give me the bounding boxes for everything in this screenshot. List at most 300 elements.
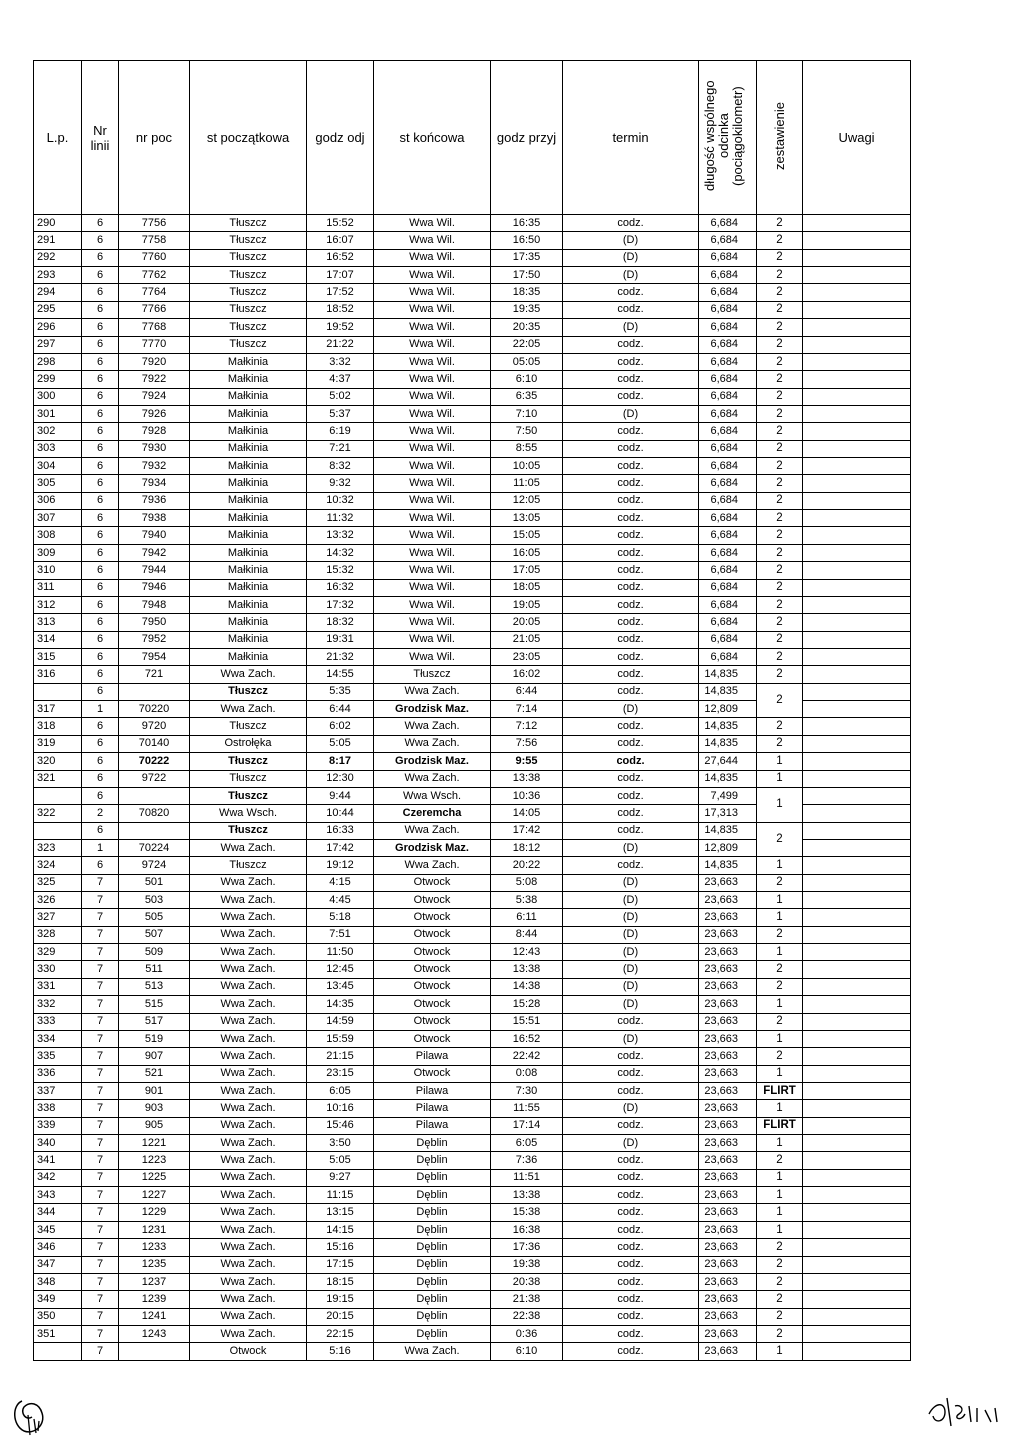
- cell-uwagi: [803, 996, 911, 1013]
- cell-nr-poc: 70222: [119, 753, 190, 770]
- cell-godz-przyj: 9:55: [491, 753, 563, 770]
- cell-nr-poc: 7942: [119, 544, 190, 561]
- cell-linia: 7: [82, 1117, 119, 1134]
- cell-lp: 351: [34, 1326, 82, 1343]
- cell-lp: 337: [34, 1082, 82, 1099]
- cell-lp: 318: [34, 718, 82, 735]
- cell-godz-odj: 6:02: [307, 718, 374, 735]
- cell-godz-odj: 11:15: [307, 1187, 374, 1204]
- cell-st-koncowa: Wwa Wil.: [374, 336, 491, 353]
- cell-zestawienie: 2: [757, 631, 803, 648]
- cell-linia: 7: [82, 1135, 119, 1152]
- cell-st-koncowa: Wwa Wil.: [374, 319, 491, 336]
- cell-dlugosc: 23,663: [699, 1204, 757, 1221]
- cell-zestawienie: 1: [757, 944, 803, 961]
- cell-zestawienie: 2: [757, 475, 803, 492]
- cell-termin: codz.: [563, 753, 699, 770]
- cell-godz-przyj: 15:51: [491, 1013, 563, 1030]
- cell-godz-przyj: 16:50: [491, 232, 563, 249]
- cell-godz-przyj: 20:35: [491, 319, 563, 336]
- cell-zestawienie: 2: [757, 961, 803, 978]
- cell-uwagi: [803, 1204, 911, 1221]
- cell-linia: 7: [82, 1030, 119, 1047]
- cell-st-poczatkowa: Wwa Zach.: [190, 1169, 307, 1186]
- header-row: [34, 61, 911, 215]
- cell-st-poczatkowa: Wwa Zach.: [190, 996, 307, 1013]
- cell-st-koncowa: Wwa Wil.: [374, 510, 491, 527]
- cell-zestawienie: 2: [757, 1326, 803, 1343]
- cell-st-koncowa: Grodzisk Maz.: [374, 839, 491, 856]
- cell-termin: (D): [563, 1030, 699, 1047]
- table-row: [34, 1273, 911, 1290]
- cell-linia: 6: [82, 666, 119, 683]
- cell-nr-poc: [119, 787, 190, 804]
- cell-zestawienie: 2: [757, 718, 803, 735]
- cell-st-koncowa: Wwa Wil.: [374, 440, 491, 457]
- cell-zestawienie: 2: [757, 1048, 803, 1065]
- table-row: [34, 1082, 911, 1099]
- cell-st-poczatkowa: Wwa Zach.: [190, 839, 307, 856]
- cell-linia: 6: [82, 267, 119, 284]
- cell-dlugosc: 17,313: [699, 805, 757, 822]
- cell-st-koncowa: Dęblin: [374, 1152, 491, 1169]
- cell-st-koncowa: Dęblin: [374, 1135, 491, 1152]
- cell-uwagi: [803, 648, 911, 665]
- cell-linia: 6: [82, 822, 119, 839]
- cell-lp: 320: [34, 753, 82, 770]
- cell-dlugosc: 6,684: [699, 648, 757, 665]
- cell-godz-przyj: 16:52: [491, 1030, 563, 1047]
- cell-uwagi: [803, 944, 911, 961]
- cell-godz-przyj: 15:28: [491, 996, 563, 1013]
- cell-godz-przyj: 13:38: [491, 961, 563, 978]
- cell-lp: 340: [34, 1135, 82, 1152]
- cell-linia: 6: [82, 614, 119, 631]
- cell-lp: 322: [34, 805, 82, 822]
- cell-lp: 311: [34, 579, 82, 596]
- cell-termin: codz.: [563, 1291, 699, 1308]
- cell-godz-przyj: 17:05: [491, 562, 563, 579]
- cell-godz-odj: 5:16: [307, 1343, 374, 1360]
- cell-lp: 297: [34, 336, 82, 353]
- cell-uwagi: [803, 1343, 911, 1360]
- cell-godz-odj: 21:32: [307, 648, 374, 665]
- cell-uwagi: [803, 215, 911, 232]
- cell-zestawienie: 1: [757, 753, 803, 770]
- table-row: [34, 961, 911, 978]
- cell-dlugosc: 23,663: [699, 1082, 757, 1099]
- cell-lp: 296: [34, 319, 82, 336]
- cell-godz-przyj: 6:05: [491, 1135, 563, 1152]
- cell-dlugosc: 6,684: [699, 475, 757, 492]
- cell-linia: 6: [82, 683, 119, 700]
- cell-uwagi: [803, 301, 911, 318]
- cell-godz-odj: 15:32: [307, 562, 374, 579]
- cell-dlugosc: 6,684: [699, 440, 757, 457]
- table-row: [34, 909, 911, 926]
- cell-linia: 6: [82, 284, 119, 301]
- table-row: [34, 1048, 911, 1065]
- cell-godz-przyj: 14:38: [491, 978, 563, 995]
- cell-nr-poc: 7932: [119, 458, 190, 475]
- cell-godz-przyj: 13:38: [491, 770, 563, 787]
- cell-zestawienie: 2: [757, 301, 803, 318]
- cell-godz-przyj: 23:05: [491, 648, 563, 665]
- cell-lp: 335: [34, 1048, 82, 1065]
- cell-godz-odj: 19:52: [307, 319, 374, 336]
- cell-nr-poc: 9722: [119, 770, 190, 787]
- cell-dlugosc: 6,684: [699, 631, 757, 648]
- cell-st-poczatkowa: Małkinia: [190, 648, 307, 665]
- cell-linia: 7: [82, 909, 119, 926]
- cell-zestawienie: 2: [757, 405, 803, 422]
- cell-lp: 348: [34, 1273, 82, 1290]
- cell-uwagi: [803, 631, 911, 648]
- cell-uwagi: [803, 510, 911, 527]
- cell-dlugosc: 6,684: [699, 510, 757, 527]
- cell-st-poczatkowa: Tłuszcz: [190, 770, 307, 787]
- cell-dlugosc: 6,684: [699, 388, 757, 405]
- cell-dlugosc: 6,684: [699, 458, 757, 475]
- cell-lp: [34, 787, 82, 804]
- cell-nr-poc: 7934: [119, 475, 190, 492]
- cell-godz-odj: 14:55: [307, 666, 374, 683]
- cell-godz-przyj: 12:05: [491, 492, 563, 509]
- cell-linia: 7: [82, 1013, 119, 1030]
- cell-dlugosc: 6,684: [699, 579, 757, 596]
- cell-nr-poc: 507: [119, 926, 190, 943]
- cell-nr-poc: 1229: [119, 1204, 190, 1221]
- cell-st-koncowa: Wwa Wil.: [374, 215, 491, 232]
- cell-godz-odj: 17:42: [307, 839, 374, 856]
- cell-dlugosc: 23,663: [699, 1291, 757, 1308]
- cell-st-koncowa: Wwa Wil.: [374, 353, 491, 370]
- cell-zestawienie: 2: [757, 232, 803, 249]
- cell-st-koncowa: Dęblin: [374, 1256, 491, 1273]
- cell-zestawienie: 1: [757, 1221, 803, 1238]
- cell-godz-przyj: 8:44: [491, 926, 563, 943]
- cell-termin: codz.: [563, 1152, 699, 1169]
- cell-lp: 295: [34, 301, 82, 318]
- cell-st-koncowa: Otwock: [374, 892, 491, 909]
- cell-godz-odj: 7:21: [307, 440, 374, 457]
- cell-termin: (D): [563, 926, 699, 943]
- cell-uwagi: [803, 1308, 911, 1325]
- cell-uwagi: [803, 892, 911, 909]
- cell-dlugosc: 23,663: [699, 1308, 757, 1325]
- cell-st-poczatkowa: Małkinia: [190, 492, 307, 509]
- cell-godz-przyj: 17:14: [491, 1117, 563, 1134]
- cell-dlugosc: 23,663: [699, 944, 757, 961]
- cell-linia: 7: [82, 944, 119, 961]
- cell-godz-odj: 14:59: [307, 1013, 374, 1030]
- cell-lp: 291: [34, 232, 82, 249]
- cell-dlugosc: 27,644: [699, 753, 757, 770]
- cell-godz-przyj: 16:38: [491, 1221, 563, 1238]
- table-row: [34, 371, 911, 388]
- cell-dlugosc: 14,835: [699, 666, 757, 683]
- cell-uwagi: [803, 371, 911, 388]
- cell-st-poczatkowa: Wwa Zach.: [190, 909, 307, 926]
- cell-godz-przyj: 20:05: [491, 614, 563, 631]
- cell-termin: (D): [563, 1135, 699, 1152]
- cell-zestawienie: 2: [757, 822, 803, 857]
- cell-dlugosc: 6,684: [699, 562, 757, 579]
- cell-nr-poc: 505: [119, 909, 190, 926]
- cell-termin: codz.: [563, 683, 699, 700]
- cell-dlugosc: 6,684: [699, 232, 757, 249]
- cell-zestawienie: 2: [757, 423, 803, 440]
- cell-nr-poc: 721: [119, 666, 190, 683]
- cell-lp: 300: [34, 388, 82, 405]
- cell-godz-odj: 15:59: [307, 1030, 374, 1047]
- cell-lp: 328: [34, 926, 82, 943]
- table-row: [34, 631, 911, 648]
- cell-st-koncowa: Otwock: [374, 1013, 491, 1030]
- cell-uwagi: [803, 1326, 911, 1343]
- table-row: [34, 336, 911, 353]
- cell-dlugosc: 23,663: [699, 978, 757, 995]
- cell-dlugosc: 6,684: [699, 371, 757, 388]
- cell-st-koncowa: Wwa Wil.: [374, 527, 491, 544]
- cell-lp: 316: [34, 666, 82, 683]
- cell-termin: codz.: [563, 1187, 699, 1204]
- cell-godz-przyj: 7:14: [491, 701, 563, 718]
- cell-dlugosc: 23,663: [699, 1030, 757, 1047]
- cell-termin: codz.: [563, 718, 699, 735]
- cell-godz-przyj: 0:08: [491, 1065, 563, 1082]
- table-row: [34, 388, 911, 405]
- cell-uwagi: [803, 527, 911, 544]
- cell-dlugosc: 14,835: [699, 735, 757, 752]
- cell-uwagi: [803, 1048, 911, 1065]
- table-row: [34, 267, 911, 284]
- cell-godz-odj: 15:46: [307, 1117, 374, 1134]
- cell-lp: 309: [34, 544, 82, 561]
- table-row: [34, 666, 911, 683]
- cell-linia: 6: [82, 631, 119, 648]
- cell-dlugosc: 23,663: [699, 1117, 757, 1134]
- table-row: [34, 1291, 911, 1308]
- cell-uwagi: [803, 336, 911, 353]
- cell-st-koncowa: Pilawa: [374, 1100, 491, 1117]
- cell-linia: 7: [82, 892, 119, 909]
- cell-dlugosc: 23,663: [699, 1169, 757, 1186]
- cell-linia: 7: [82, 1343, 119, 1360]
- cell-st-koncowa: Wwa Wil.: [374, 562, 491, 579]
- cell-termin: (D): [563, 319, 699, 336]
- cell-lp: 315: [34, 648, 82, 665]
- table-row: [34, 596, 911, 613]
- cell-dlugosc: 6,684: [699, 527, 757, 544]
- cell-st-poczatkowa: Tłuszcz: [190, 683, 307, 700]
- cell-st-koncowa: Wwa Zach.: [374, 857, 491, 874]
- cell-termin: codz.: [563, 492, 699, 509]
- cell-dlugosc: 14,835: [699, 683, 757, 700]
- cell-godz-odj: 15:16: [307, 1239, 374, 1256]
- cell-lp: 298: [34, 353, 82, 370]
- cell-termin: (D): [563, 701, 699, 718]
- cell-lp: 346: [34, 1239, 82, 1256]
- cell-godz-odj: 17:32: [307, 596, 374, 613]
- cell-godz-odj: 21:15: [307, 1048, 374, 1065]
- cell-termin: codz.: [563, 1048, 699, 1065]
- table-row: [34, 249, 911, 266]
- cell-godz-przyj: 20:38: [491, 1273, 563, 1290]
- table-row: [34, 510, 911, 527]
- cell-nr-poc: [119, 1343, 190, 1360]
- cell-nr-poc: 511: [119, 961, 190, 978]
- cell-godz-przyj: 0:36: [491, 1326, 563, 1343]
- cell-st-koncowa: Wwa Zach.: [374, 770, 491, 787]
- cell-uwagi: [803, 544, 911, 561]
- cell-zestawienie: 1: [757, 892, 803, 909]
- cell-godz-odj: 19:12: [307, 857, 374, 874]
- cell-lp: 331: [34, 978, 82, 995]
- cell-st-poczatkowa: Małkinia: [190, 631, 307, 648]
- cell-linia: 1: [82, 839, 119, 856]
- cell-lp: 326: [34, 892, 82, 909]
- cell-st-poczatkowa: Wwa Zach.: [190, 961, 307, 978]
- cell-st-koncowa: Wwa Zach.: [374, 683, 491, 700]
- cell-nr-poc: 7930: [119, 440, 190, 457]
- cell-uwagi: [803, 267, 911, 284]
- cell-godz-przyj: 18:12: [491, 839, 563, 856]
- cell-godz-odj: 4:15: [307, 874, 374, 891]
- table-row: [34, 718, 911, 735]
- table-row: [34, 787, 911, 804]
- table-row: [34, 648, 911, 665]
- cell-termin: codz.: [563, 301, 699, 318]
- cell-godz-przyj: 21:05: [491, 631, 563, 648]
- cell-dlugosc: 6,684: [699, 405, 757, 422]
- cell-linia: 6: [82, 458, 119, 475]
- cell-termin: (D): [563, 874, 699, 891]
- table-row: [34, 683, 911, 700]
- cell-godz-odj: 9:44: [307, 787, 374, 804]
- cell-nr-poc: 501: [119, 874, 190, 891]
- cell-lp: 306: [34, 492, 82, 509]
- cell-nr-poc: 517: [119, 1013, 190, 1030]
- cell-st-koncowa: Wwa Wil.: [374, 458, 491, 475]
- table-row: [34, 926, 911, 943]
- table-row: [34, 319, 911, 336]
- cell-zestawienie: 2: [757, 1152, 803, 1169]
- cell-linia: 7: [82, 1221, 119, 1238]
- table-row: [34, 892, 911, 909]
- cell-godz-odj: 5:37: [307, 405, 374, 422]
- cell-zestawienie: 2: [757, 353, 803, 370]
- cell-st-koncowa: Wwa Wil.: [374, 267, 491, 284]
- cell-nr-poc: 1221: [119, 1135, 190, 1152]
- cell-uwagi: [803, 926, 911, 943]
- cell-godz-przyj: 11:51: [491, 1169, 563, 1186]
- cell-linia: 6: [82, 319, 119, 336]
- cell-nr-poc: 7760: [119, 249, 190, 266]
- cell-uwagi: [803, 475, 911, 492]
- cell-godz-przyj: 18:05: [491, 579, 563, 596]
- cell-zestawienie: 2: [757, 926, 803, 943]
- cell-st-koncowa: Otwock: [374, 874, 491, 891]
- cell-linia: 7: [82, 1065, 119, 1082]
- cell-st-koncowa: Wwa Wil.: [374, 405, 491, 422]
- cell-godz-odj: 5:05: [307, 735, 374, 752]
- cell-st-poczatkowa: Wwa Zach.: [190, 1308, 307, 1325]
- cell-linia: 7: [82, 1100, 119, 1117]
- cell-dlugosc: 23,663: [699, 892, 757, 909]
- cell-godz-przyj: 15:05: [491, 527, 563, 544]
- cell-godz-przyj: 13:05: [491, 510, 563, 527]
- table-row: [34, 978, 911, 995]
- cell-dlugosc: 23,663: [699, 1221, 757, 1238]
- cell-linia: 6: [82, 562, 119, 579]
- cell-st-poczatkowa: Wwa Zach.: [190, 874, 307, 891]
- cell-dlugosc: 23,663: [699, 1152, 757, 1169]
- cell-godz-przyj: 14:05: [491, 805, 563, 822]
- cell-st-koncowa: Wwa Zach.: [374, 822, 491, 839]
- table-row: [34, 1343, 911, 1360]
- cell-st-poczatkowa: Wwa Zach.: [190, 1065, 307, 1082]
- cell-st-poczatkowa: Wwa Zach.: [190, 926, 307, 943]
- cell-st-poczatkowa: Tłuszcz: [190, 319, 307, 336]
- cell-nr-poc: 1223: [119, 1152, 190, 1169]
- cell-linia: 7: [82, 1308, 119, 1325]
- cell-nr-poc: 503: [119, 892, 190, 909]
- cell-godz-odj: 16:32: [307, 579, 374, 596]
- cell-st-poczatkowa: Tłuszcz: [190, 787, 307, 804]
- cell-st-koncowa: Wwa Wil.: [374, 284, 491, 301]
- table-row: [34, 527, 911, 544]
- cell-st-koncowa: Dęblin: [374, 1326, 491, 1343]
- cell-st-koncowa: Wwa Wil.: [374, 631, 491, 648]
- cell-st-poczatkowa: Tłuszcz: [190, 718, 307, 735]
- table-row: [34, 1204, 911, 1221]
- cell-termin: codz.: [563, 1013, 699, 1030]
- cell-linia: 6: [82, 596, 119, 613]
- cell-termin: (D): [563, 1100, 699, 1117]
- cell-nr-poc: 7920: [119, 353, 190, 370]
- cell-termin: codz.: [563, 648, 699, 665]
- cell-nr-poc: 521: [119, 1065, 190, 1082]
- cell-lp: 339: [34, 1117, 82, 1134]
- cell-uwagi: [803, 596, 911, 613]
- cell-termin: codz.: [563, 596, 699, 613]
- cell-uwagi: [803, 839, 911, 856]
- cell-termin: (D): [563, 909, 699, 926]
- cell-dlugosc: 23,663: [699, 1065, 757, 1082]
- cell-termin: codz.: [563, 1082, 699, 1099]
- cell-dlugosc: 14,835: [699, 770, 757, 787]
- cell-nr-poc: 1235: [119, 1256, 190, 1273]
- cell-dlugosc: 6,684: [699, 596, 757, 613]
- cell-zestawienie: 2: [757, 544, 803, 561]
- cell-dlugosc: 14,835: [699, 857, 757, 874]
- table-row: [34, 735, 911, 752]
- cell-lp: 307: [34, 510, 82, 527]
- table-row: [34, 423, 911, 440]
- table-row: [34, 857, 911, 874]
- cell-st-koncowa: Pilawa: [374, 1048, 491, 1065]
- cell-nr-poc: 70220: [119, 701, 190, 718]
- header-termin: termin: [563, 61, 699, 215]
- cell-zestawienie: 2: [757, 562, 803, 579]
- cell-godz-odj: 6:05: [307, 1082, 374, 1099]
- cell-termin: codz.: [563, 1169, 699, 1186]
- header-nr-linii: Nr linii: [82, 61, 119, 215]
- cell-st-koncowa: Wwa Wil.: [374, 423, 491, 440]
- cell-lp: 349: [34, 1291, 82, 1308]
- cell-godz-odj: 15:52: [307, 215, 374, 232]
